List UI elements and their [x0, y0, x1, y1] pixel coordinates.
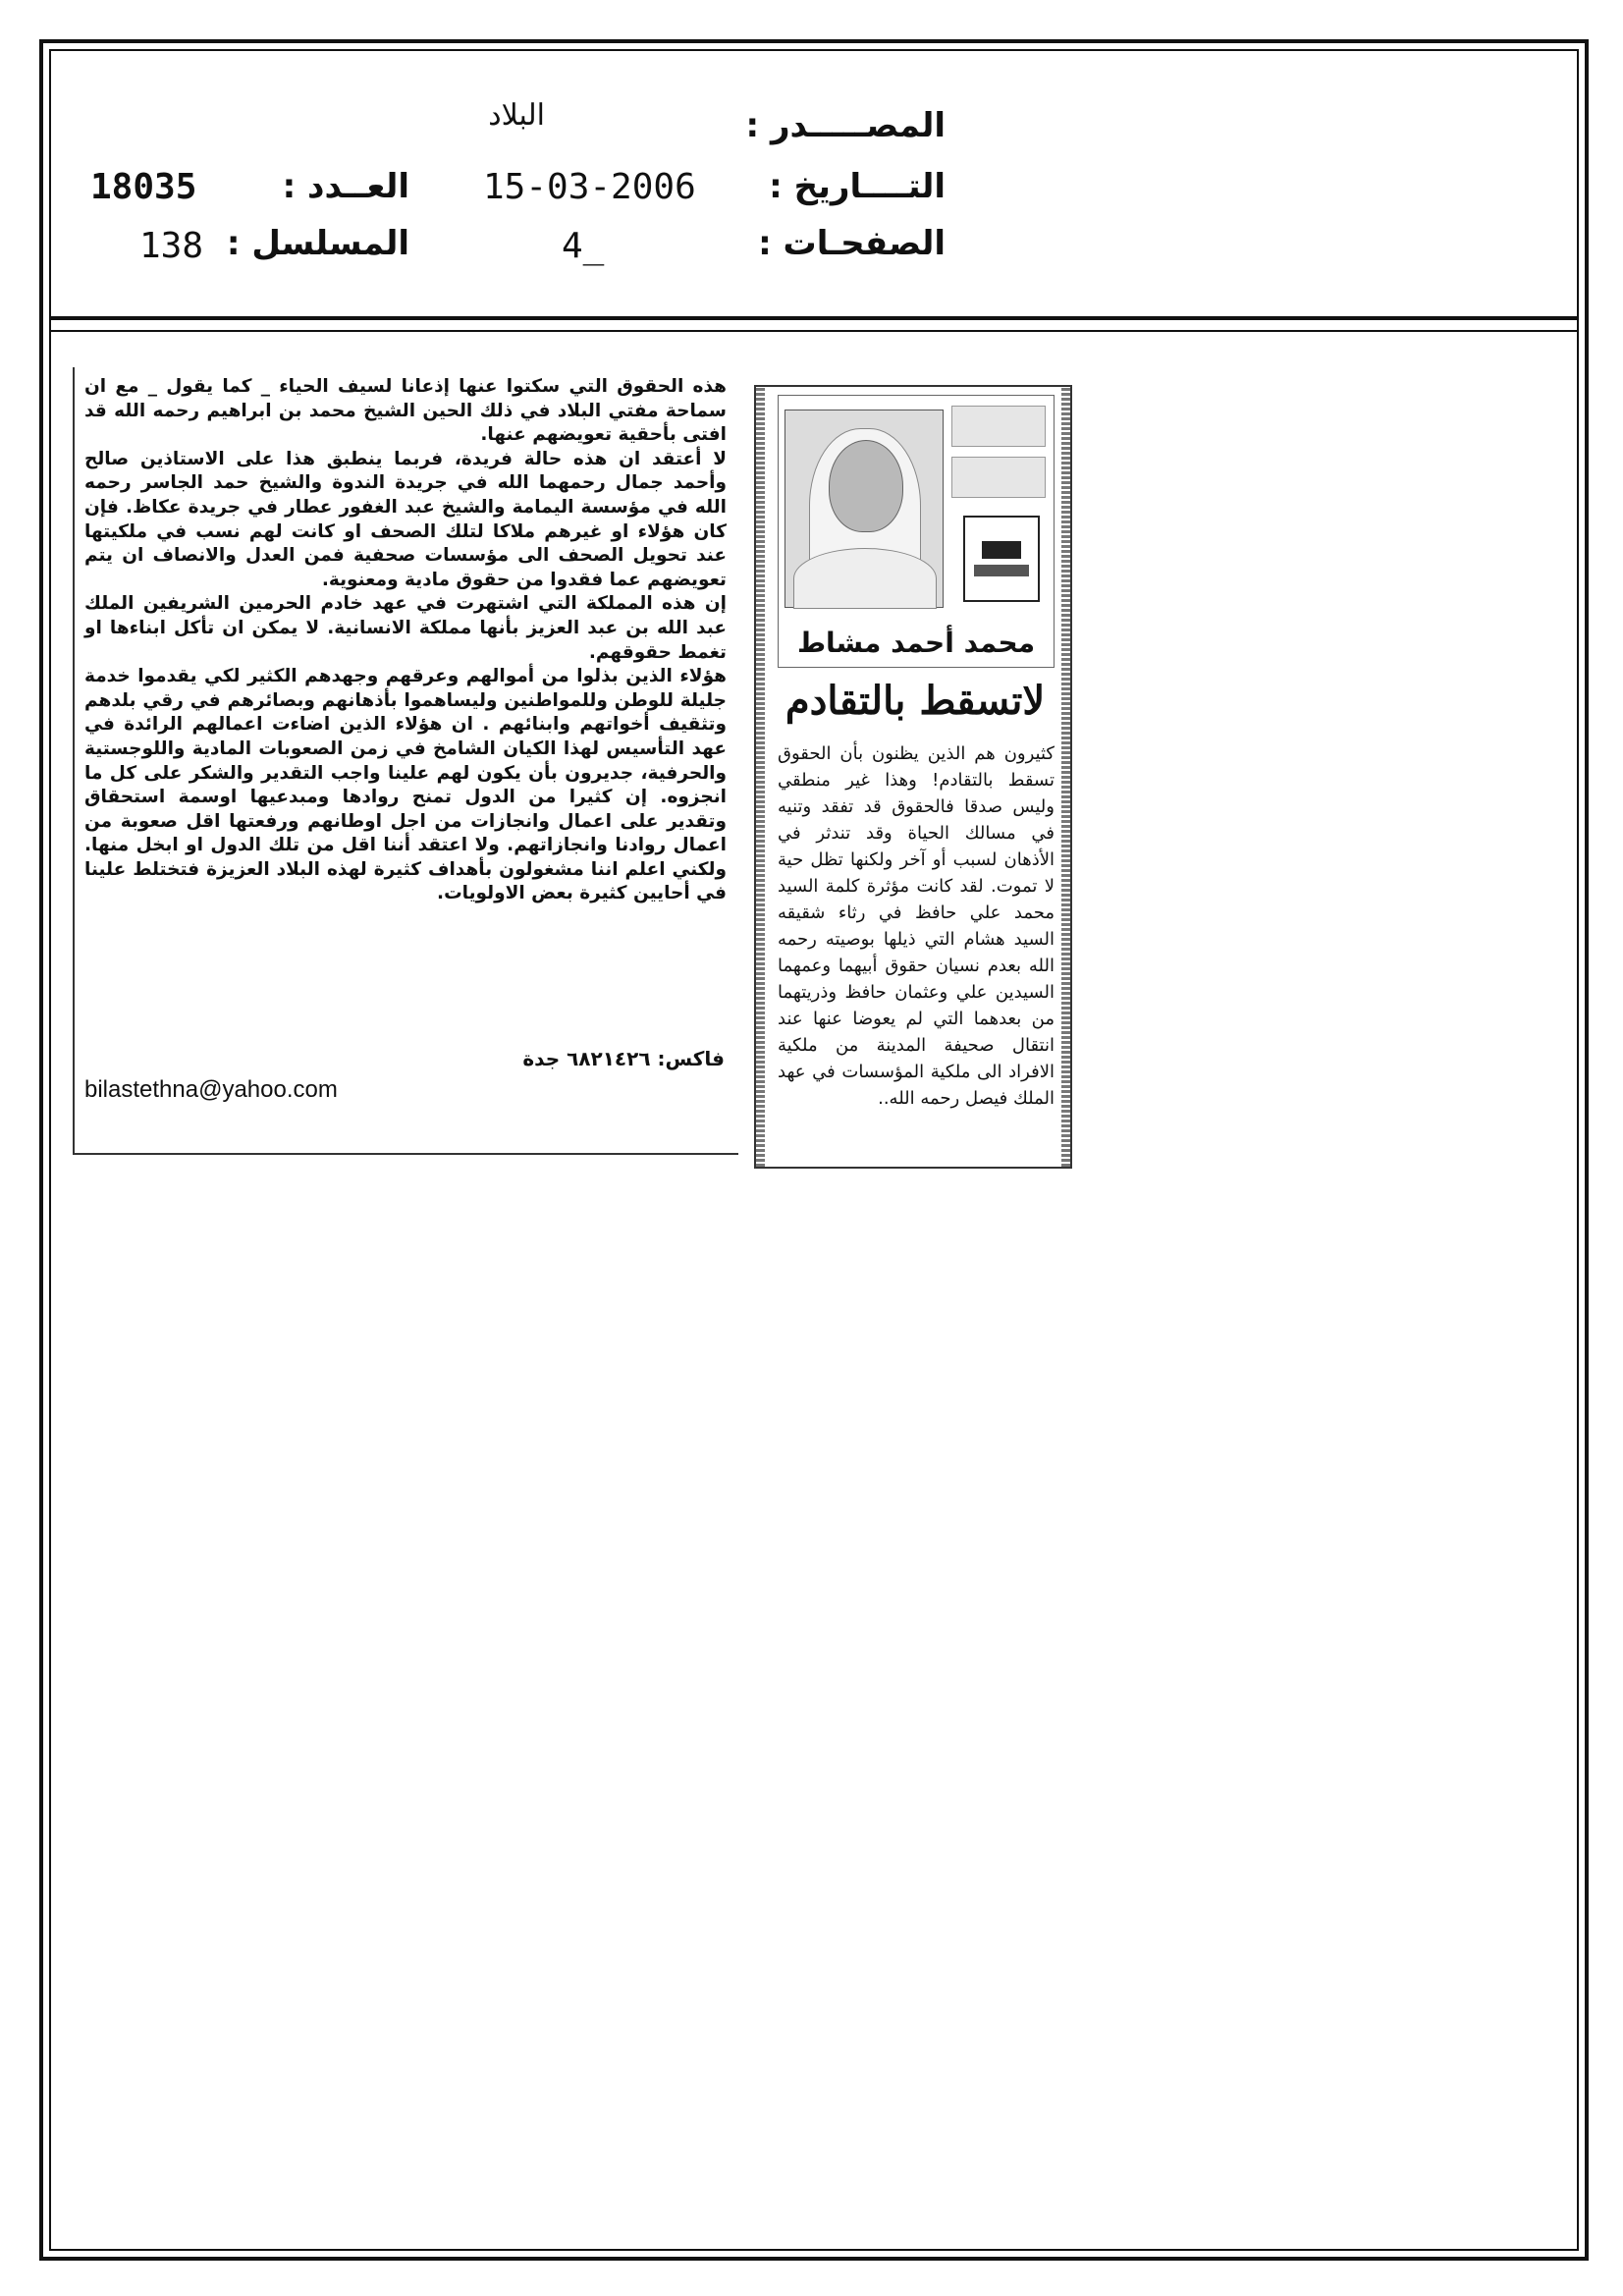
paragraph: هؤلاء الذين بذلوا من أموالهم وعرقهم وجهدهم الكثير لكي يقدموا خدمة جليلة للوطن وللمواطنين وليساهموا بأذهانهم وبصائرهم في رقي بلدهم وتثقيف أخواتهم وابنائهم . ان هؤلاء الذين اضاءت اعمالهم الرائدة في عهد التأسيس لهذا الكيان الشامخ في زمن الصعوبات المادية واللوجستية والحرفية، جديرون بأن يكون لهم علينا واجب التقدير والشكر على كل ما انجزوه. إن كثيرا من الدول تمنح روادها ومبدعيها اوسمة استحقاق وتقدير على اعمال وانجازات من اجل اوطانهم ورفعتها اقل صعوبة من اعمال روادنا وانجازاتهم. ولا اعتقد أننا اقل من تلك الدول او ابخل منها. ولكني اعلم اننا مشغولون بأهداف كثيرة لهذه البلاد العزيزة فتختلط علينا في أحايين كثيرة بعض الاولويات. — [84, 666, 727, 904]
article-left-body — [84, 375, 727, 906]
pages-value: 4_ — [562, 226, 605, 266]
serial-label: المسلسل : — [226, 224, 409, 263]
paragraph: إن هذه المملكة التي اشتهرت في عهد خادم الحرمين الشريفين الملك عبد الله بن عبد العزيز بأنها مملكة الانسانية. لا يمكن ان تأكل ابناءها او تغمط حقوقهم. — [84, 593, 727, 663]
source-value: البلاد — [488, 98, 545, 133]
date-label: التــــاريخ : — [769, 167, 946, 206]
email-address: bilastethna@yahoo.com — [84, 1076, 338, 1103]
article-right-body: كثيرون هم الذين يظنون بأن الحقوق تسقط بالتقادم! وهذا غير منطقي وليس صدقا فالحقوق قد تفقد وتنيه في مسالك الحياة وقد تندثر في الأذهان لسبب أو آخر ولكنها تظل حية لا تموت. لقد كانت مؤثرة كلمة السيد محمد علي حافظ في رثاء شقيقه السيد هشام التي ذيلها بوصيته رحمه الله بعدم نسيان حقوق أبيهما وعمهما السيدين علي وعثمان حافظ وذريتهما من بعدهما التي لم يعوضا عنها عند انتقال صحيفة المدينة من ملكية الافراد الى ملكية المؤسسات في عهد الملك فيصل رحمه الله.. — [778, 743, 1055, 1109]
border-stripe — [1061, 387, 1070, 1167]
issue-label: العــدد : — [282, 167, 409, 206]
header-divider — [49, 316, 1579, 320]
author-photo — [784, 410, 944, 608]
article-left — [73, 367, 738, 1155]
byline-box — [778, 395, 1055, 668]
date-value: 15-03-2006 — [483, 167, 696, 207]
pages-label: الصفحـات : — [758, 224, 946, 263]
header-divider-thin — [49, 330, 1579, 332]
paragraph: لا أعتقد ان هذه حالة فريدة، فربما ينطبق هذا على الاستاذين صالح وأحمد جمال رحمهما الله في جريدة الندوة والشيخ حمد الجاسر رحمه الله في مؤسسة اليمامة والشيخ عبد الغفور عطار في جريدة عكاظ. فإن كان هؤلاء او غيرهم ملاكا لتلك الصحف او كانت لهم نسب في ملكيتها عند تحويل الصحف الى مؤسسات صحفية فمن العدل والانصاف ان يتم تعويضهم عما فقدوا من حقوق مادية ومعنوية. — [84, 448, 727, 590]
fax-number: فاكس: ٦٨٢١٤٢٦ جدة — [522, 1047, 725, 1070]
issue-value: 18035 — [90, 167, 197, 207]
article-right — [754, 385, 1072, 1169]
source-label: المصـــــدر : — [745, 106, 946, 145]
border-stripe — [756, 387, 765, 1167]
author-name: محمد أحمد مشاط — [796, 627, 1036, 659]
serial-value: 138 — [139, 226, 204, 266]
column-logo — [963, 516, 1040, 602]
paragraph: هذه الحقوق التي سكتوا عنها إذعانا لسيف الحياء _ كما يقول _ مع ان سماحة مفتي البلاد في ذلك الحين الشيخ محمد بن ابراهيم رحمه الله قد افتى بأحقية تعويضهم عنها. — [84, 376, 727, 446]
headline: لاتسقط بالتقادم — [784, 678, 1046, 724]
